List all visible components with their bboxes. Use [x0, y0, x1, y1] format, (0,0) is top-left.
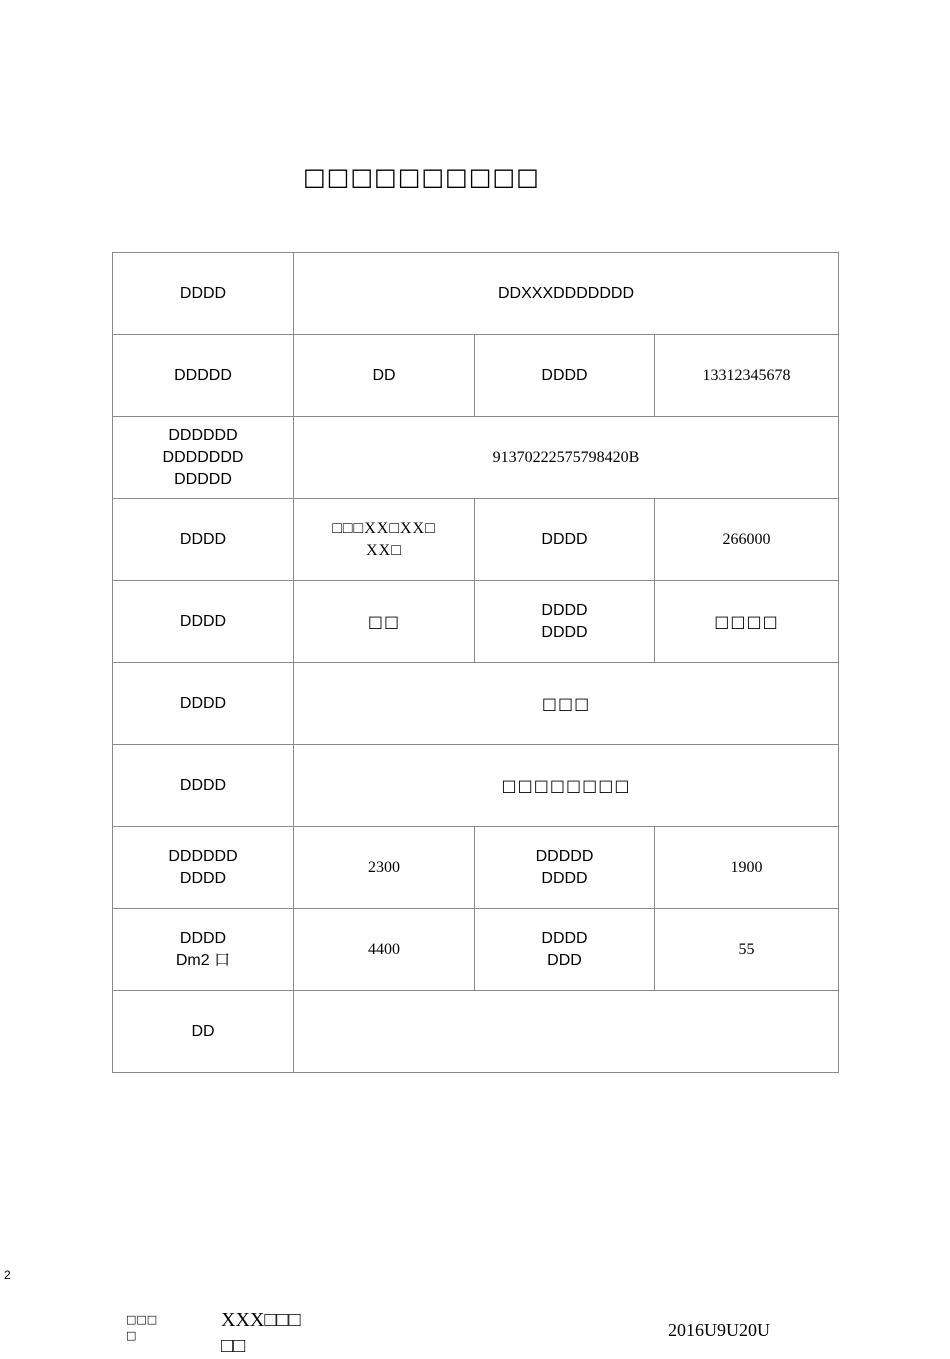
info-form-table: [112, 252, 839, 1073]
phone-value-cell: 13312345678: [655, 335, 839, 417]
table-row: [113, 253, 839, 335]
label-cell: DDDD: [113, 499, 294, 581]
value-cell: 1900: [655, 827, 839, 909]
postcode-cell: 266000: [655, 499, 839, 581]
label-cell: DDDDDD DDDD: [113, 827, 294, 909]
table-row: [113, 827, 839, 909]
table-row: [113, 417, 839, 499]
label-cell: DDDD: [113, 663, 294, 745]
table-row: [113, 335, 839, 417]
value-cell: 55: [655, 909, 839, 991]
label-cell: DDDD Dm2 口: [113, 909, 294, 991]
label-cell: DDDD: [113, 581, 294, 663]
table-row: [113, 991, 839, 1073]
value-cell: 2300: [294, 827, 475, 909]
label-cell: DD: [113, 991, 294, 1073]
value-cell: 4400: [294, 909, 475, 991]
table-row: [113, 499, 839, 581]
label-cell: DDDD: [475, 499, 655, 581]
table-row: [113, 663, 839, 745]
value-cell: DDXXXDDDDDDD: [294, 253, 839, 335]
address-cell: □□□XX□XX□ XX□: [294, 499, 475, 581]
table-row: [113, 745, 839, 827]
value-cell: □□□: [294, 663, 839, 745]
signer-name: XXX□□□ □□: [221, 1309, 301, 1357]
signing-date: 2016U9U20U: [668, 1320, 770, 1340]
label-cell: DDDDD: [113, 335, 294, 417]
value-cell: DD: [294, 335, 475, 417]
signer-label: □□□ □: [126, 1313, 158, 1342]
label-cell: DDDD DDDD: [475, 581, 655, 663]
table-row: [113, 909, 839, 991]
label-cell: DDDD: [475, 335, 655, 417]
label-cell: DDDD: [113, 745, 294, 827]
label-cell: DDDD: [113, 253, 294, 335]
label-cell: DDDDD DDDD: [475, 827, 655, 909]
label-cell: DDDD DDD: [475, 909, 655, 991]
table-row: [113, 581, 839, 663]
label-cell: DDDDDD DDDDDDD DDDDD: [113, 417, 294, 499]
value-cell: □□□□□□□□: [294, 745, 839, 827]
document-title: □□□□□□□□□□: [303, 163, 540, 191]
page-number: 2: [4, 1268, 11, 1282]
remarks-cell: [294, 991, 839, 1073]
credit-code-cell: 91370222575798420B: [294, 417, 839, 499]
value-cell: □□: [294, 581, 475, 663]
value-cell: □□□□: [655, 581, 839, 663]
